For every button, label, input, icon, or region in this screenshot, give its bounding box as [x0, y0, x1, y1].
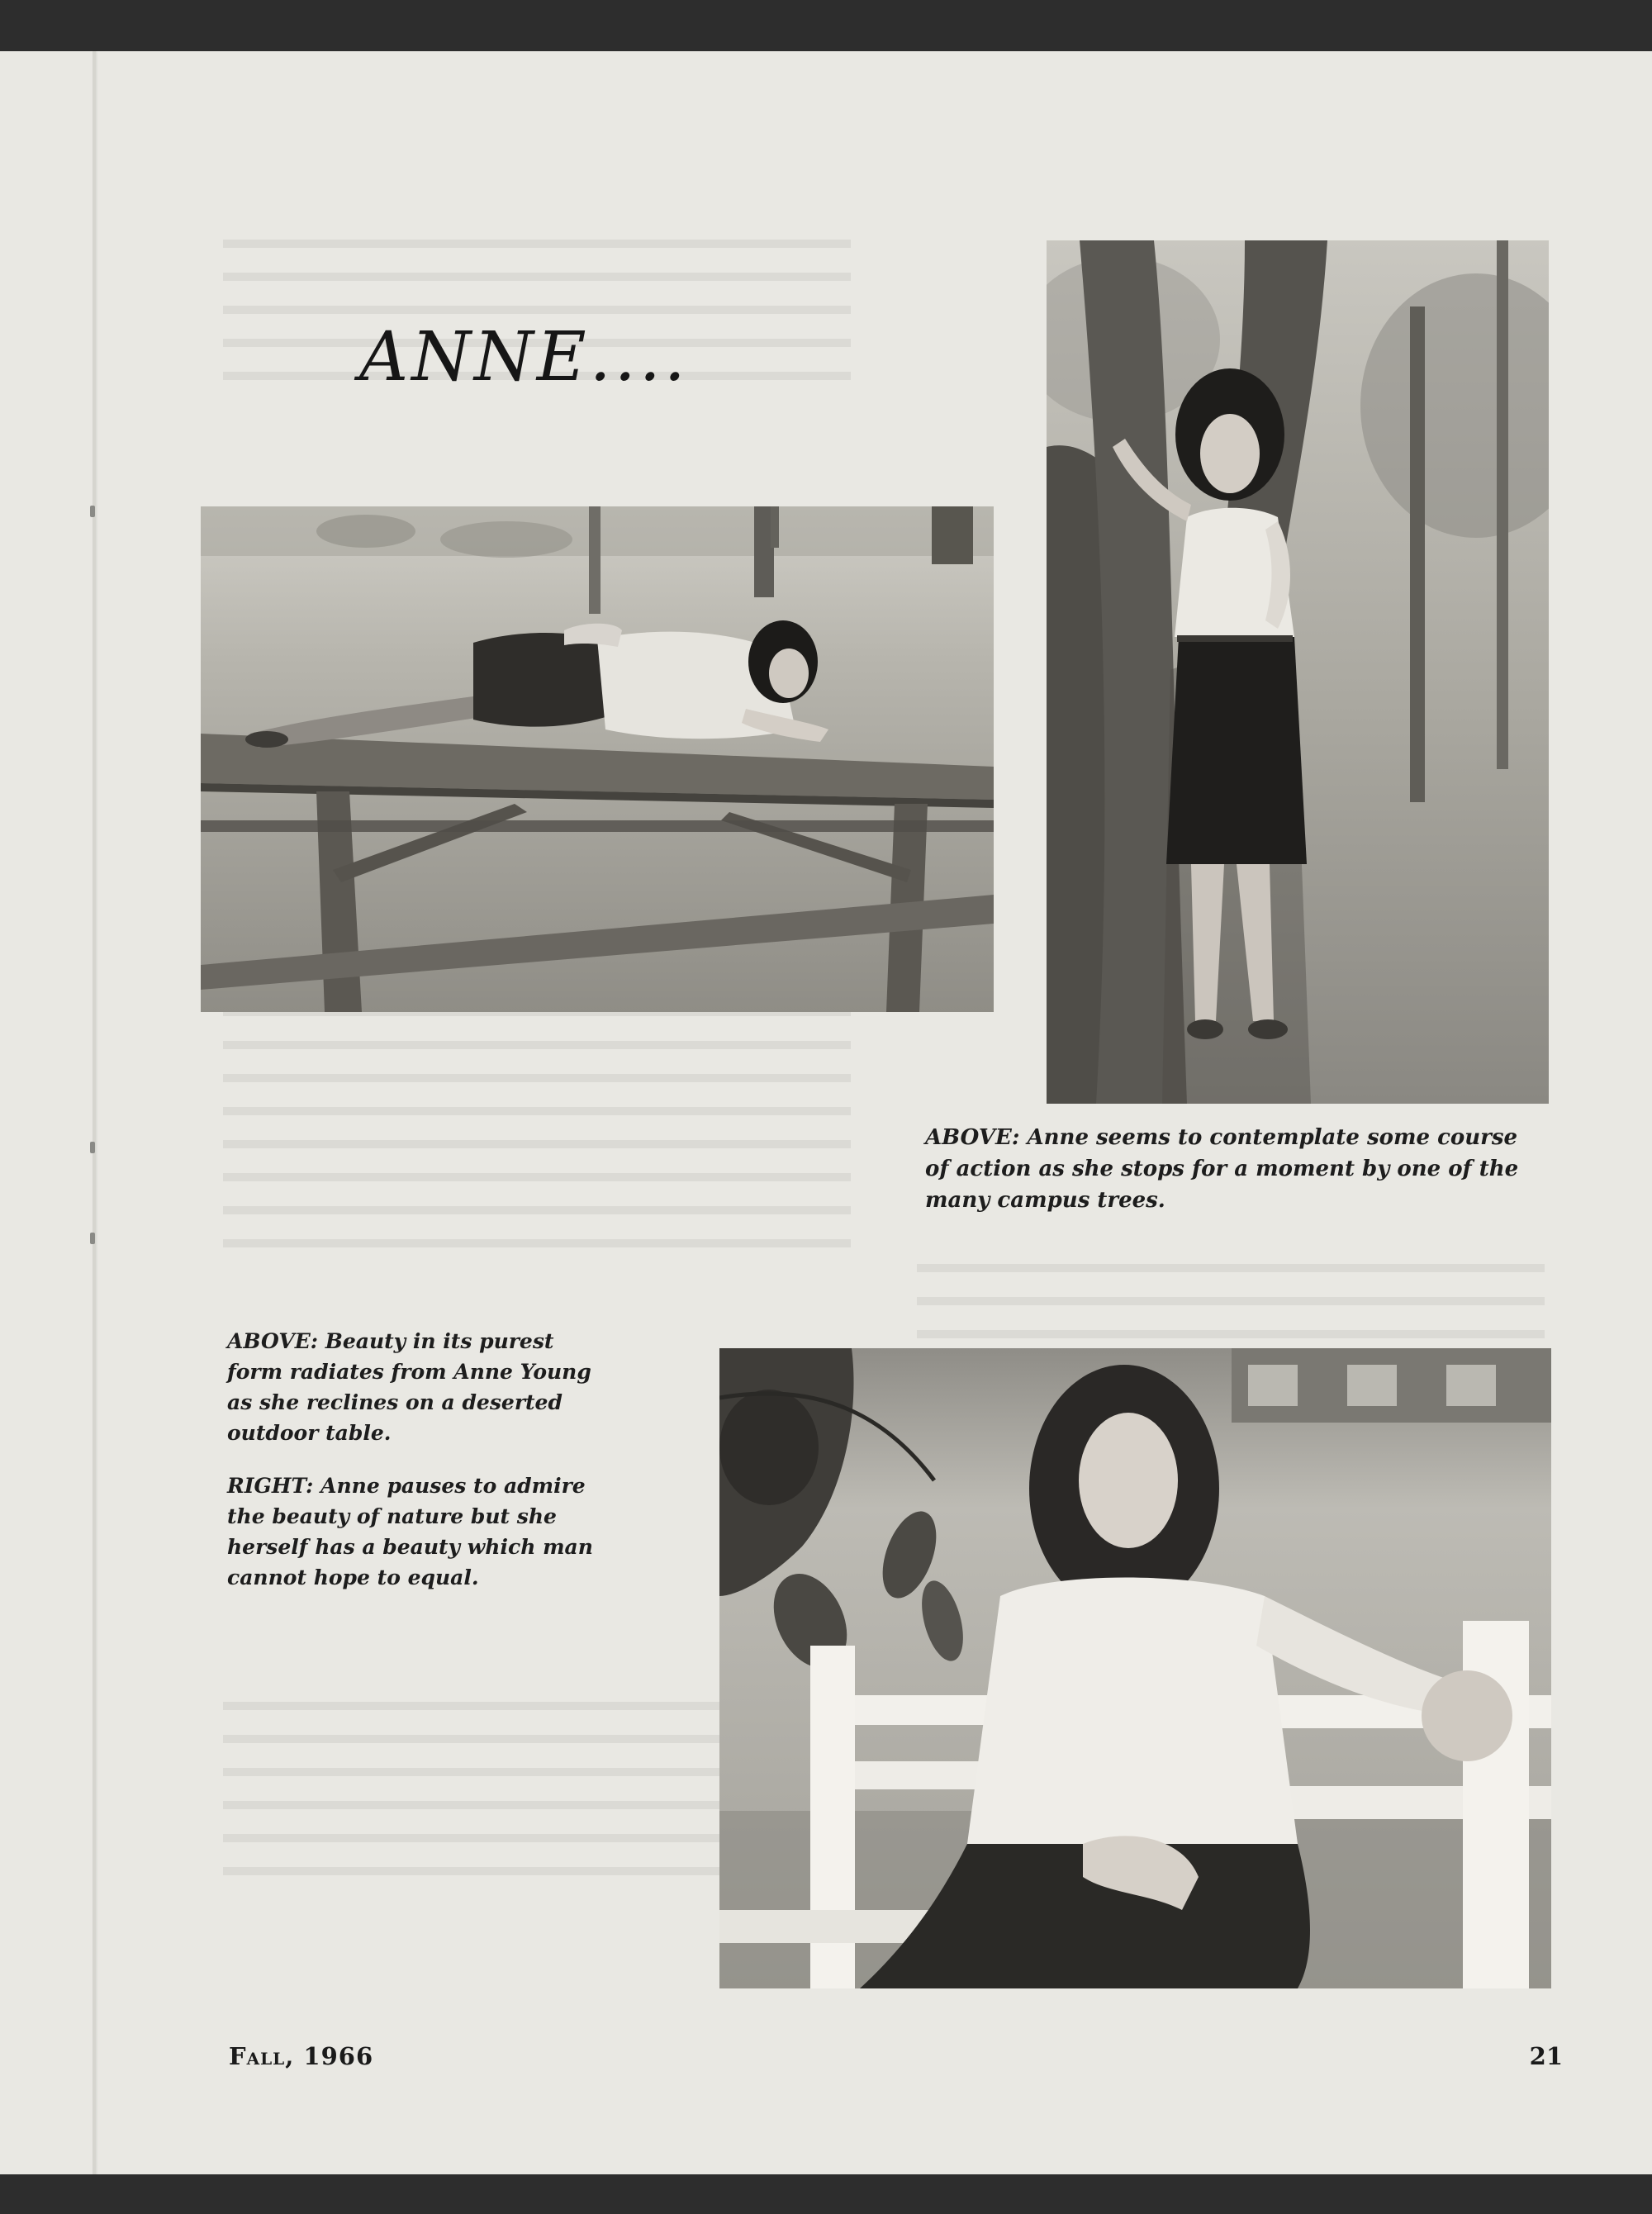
photo-reclining-on-table	[201, 506, 994, 1012]
scanner-top-border	[0, 0, 1652, 58]
issue-date: Fall, 1966	[229, 2042, 374, 2070]
photo-tree-image	[1047, 240, 1549, 1104]
photo-reclining-image	[201, 506, 994, 1012]
caption-table-photo: ABOVE: Beauty in its purest form radiates from Anne Young as she reclines on a deserted outdoor table.	[227, 1329, 591, 1445]
page-gutter	[93, 51, 96, 2176]
caption-tree-photo: ABOVE: Anne seems to contemplate some course of action as she stops for a moment by one of the many campus trees.	[925, 1125, 1519, 1213]
photo-bench-image	[719, 1348, 1551, 1988]
photo-seated-on-bench	[719, 1348, 1551, 1988]
page-title: ANNE....	[359, 318, 689, 397]
staple-mark	[90, 506, 95, 517]
staple-mark	[90, 1233, 95, 1244]
photo-standing-by-tree	[1047, 240, 1549, 1104]
page-number: 21	[1529, 2042, 1563, 2070]
caption-bench-photo: RIGHT: Anne pauses to admire the beauty of nature but she herself has a beauty which man cannot hope to equal.	[227, 1474, 593, 1589]
staple-mark	[90, 1142, 95, 1153]
scanner-bottom-border	[0, 2174, 1652, 2214]
